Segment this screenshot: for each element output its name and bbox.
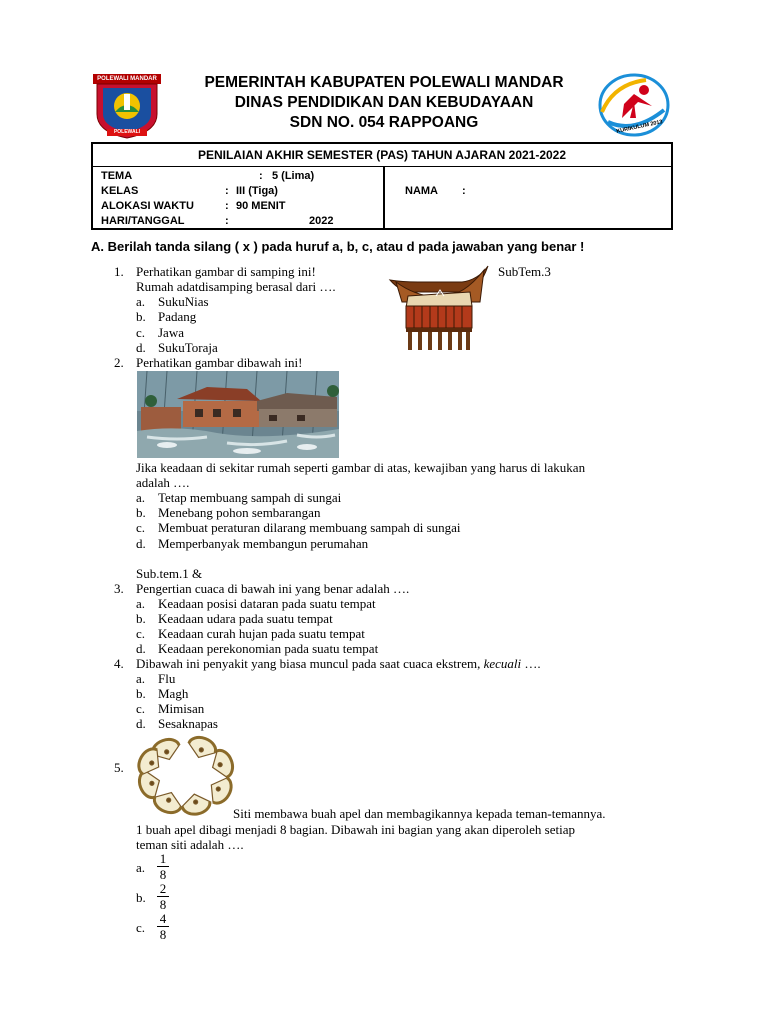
q1-text-1: Perhatikan gambar di samping ini!	[136, 264, 316, 279]
q1-option-b: Padang	[158, 309, 197, 324]
q3-option-b-letter: b.	[136, 611, 146, 626]
q5-option-c-letter: c.	[136, 920, 146, 935]
q4-text-main: Dibawah ini penyakit yang biasa muncul pada saat cuaca ekstrem,	[136, 656, 481, 671]
q4-option-a-letter: a.	[136, 671, 146, 686]
q1-text-2: Rumah adatdisamping berasal dari ….	[136, 279, 336, 294]
kelas-colon: :	[225, 185, 229, 197]
waktu-value: 90 MENIT	[236, 200, 286, 212]
q5-option-b-fraction	[157, 882, 169, 911]
q2-option-b: Menebang pohon sembarangan	[158, 505, 321, 520]
q2-option-c-letter: c.	[136, 520, 146, 535]
q5-number: 5.	[114, 760, 124, 775]
q3-option-d-letter: d.	[136, 641, 146, 656]
identity-divider	[383, 166, 385, 230]
q5-option-c-denominator: 8	[159, 927, 167, 942]
q2-option-d: Memperbanyak membangun perumahan	[158, 536, 369, 551]
q2-option-d-letter: d.	[136, 536, 146, 551]
q5-option-a-letter: a.	[136, 860, 146, 875]
q1-number: 1.	[114, 264, 124, 279]
q4-option-d: Sesaknapas	[158, 716, 218, 731]
hari-colon: :	[225, 215, 229, 227]
q1-option-b-letter: b.	[136, 309, 146, 324]
q1-option-d: SukuToraja	[158, 340, 218, 355]
q1-option-c-letter: c.	[136, 325, 146, 340]
hari-label: HARI/TANGGAL	[101, 215, 185, 227]
q4-option-c-letter: c.	[136, 701, 146, 716]
q5-option-a-denominator: 8	[159, 867, 167, 882]
q5-text-2: 1 buah apel dibagi menjadi 8 bagian. Dibawah ini bagian yang akan diperoleh setiap	[136, 822, 575, 837]
apple-slices-image	[136, 732, 238, 818]
q2-option-a-letter: a.	[136, 490, 146, 505]
q5-option-c-numerator: 4	[159, 911, 167, 926]
q4-option-d-letter: d.	[136, 716, 146, 731]
flood-scene-image	[137, 371, 339, 458]
q3-option-a: Keadaan posisi dataran pada suatu tempat	[158, 596, 376, 611]
q2-option-b-letter: b.	[136, 505, 146, 520]
tema-label: TEMA	[101, 170, 133, 182]
q3-option-b: Keadaan udara pada suatu tempat	[158, 611, 333, 626]
section-a-instruction: A. Berilah tanda silang ( x ) pada huruf a, b, c, atau d pada jawaban yang benar !	[91, 239, 585, 254]
logo-left-sub: POLEWALI	[113, 129, 141, 135]
q5-option-b-letter: b.	[136, 890, 146, 905]
header-line-2: DINAS PENDIDIKAN DAN KEBUDAYAAN	[234, 94, 534, 111]
q2-number: 2.	[114, 355, 124, 370]
q5-option-c-fraction	[157, 912, 169, 941]
q2-text-1: Perhatikan gambar dibawah ini!	[136, 355, 303, 370]
logo-left-text: POLEWALI MANDAR	[97, 76, 157, 82]
q2-text-3: adalah ….	[136, 475, 190, 490]
q1-option-a: SukuNias	[158, 294, 209, 309]
q3-option-c-letter: c.	[136, 626, 146, 641]
waktu-colon: :	[225, 200, 229, 212]
kelas-value: III (Tiga)	[236, 185, 278, 197]
q5-text-3: teman siti adalah ….	[136, 837, 244, 852]
q3-option-d: Keadaan perekonomian pada suatu tempat	[158, 641, 379, 656]
q1-subtem: SubTem.3	[498, 264, 551, 279]
header-line-1: PEMERINTAH KABUPATEN POLEWALI MANDAR	[204, 74, 564, 91]
q2-text-2: Jika keadaan di sekitar rumah seperti gambar di atas, kewajiban yang harus di lakukan	[136, 460, 586, 475]
nama-label: NAMA	[405, 185, 438, 197]
kurikulum-2013-logo	[594, 72, 672, 140]
q5-option-b-numerator: 2	[159, 881, 167, 896]
q4-text	[136, 656, 541, 671]
q3-number: 3.	[114, 581, 124, 596]
header-line-3: SDN NO. 054 RAPPOANG	[289, 114, 479, 131]
q3-option-c: Keadaan curah hujan pada suatu tempat	[158, 626, 365, 641]
logo-right-text: KURIKULUM 2013	[615, 119, 664, 135]
q4-option-b: Magh	[158, 686, 189, 701]
q3-option-a-letter: a.	[136, 596, 146, 611]
waktu-label: ALOKASI WAKTU	[101, 200, 194, 212]
kelas-label: KELAS	[101, 185, 139, 197]
q4-option-a: Flu	[158, 671, 176, 686]
q2-option-c: Membuat peraturan dilarang membuang sampah di sungai	[158, 520, 461, 535]
q5-option-b-denominator: 8	[159, 897, 167, 912]
q4-option-b-letter: b.	[136, 686, 146, 701]
q4-option-c: Mimisan	[158, 701, 205, 716]
q2-option-a: Tetap membuang sampah di sungai	[158, 490, 342, 505]
q3-text: Pengertian cuaca di bawah ini yang benar adalah ….	[136, 581, 410, 596]
q5-text-1: Siti membawa buah apel dan membagikannya kepada teman-temannya.	[233, 806, 606, 821]
q4-kecuali: kecuali	[483, 656, 522, 671]
tema-value: 5 (Lima)	[272, 170, 315, 182]
q5-option-a-numerator: 1	[159, 851, 167, 866]
q4-ellipsis: ….	[524, 656, 541, 671]
hari-value: 2022	[309, 215, 334, 227]
subtem-1: Sub.tem.1 &	[136, 566, 203, 581]
exam-title: PENILAIAN AKHIR SEMESTER (PAS) TAHUN AJARAN 2021-2022	[93, 144, 671, 167]
tema-colon: :	[259, 170, 263, 182]
toraja-house-image	[388, 262, 492, 352]
identity-box	[91, 142, 673, 230]
nama-colon: :	[462, 185, 466, 197]
q1-option-d-letter: d.	[136, 340, 146, 355]
q5-option-a-fraction	[157, 852, 169, 881]
q1-option-c: Jawa	[158, 325, 184, 340]
q1-option-a-letter: a.	[136, 294, 146, 309]
q4-number: 4.	[114, 656, 124, 671]
